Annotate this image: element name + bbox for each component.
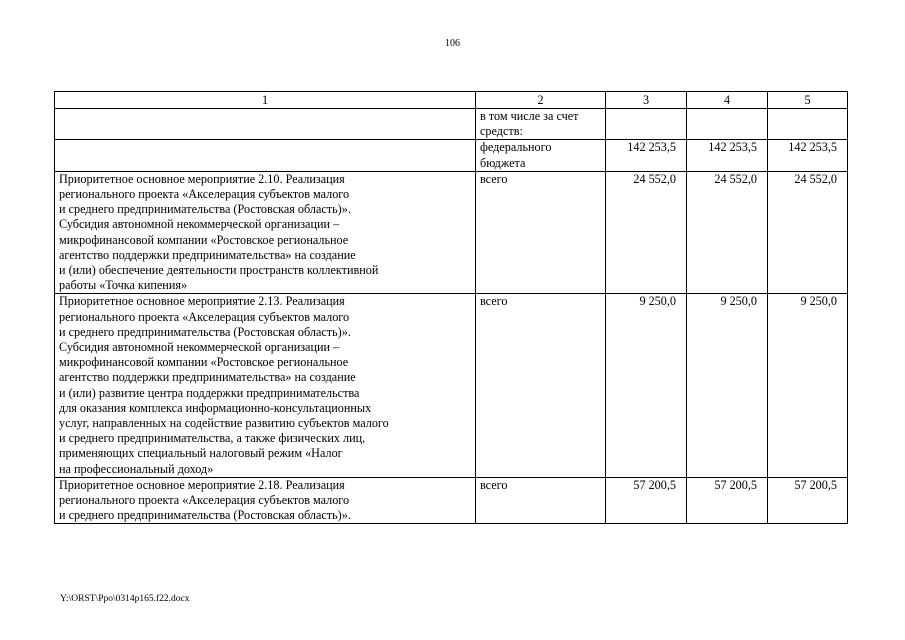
row-description xyxy=(55,294,476,477)
description-line: Приоритетное основное мероприятие 2.18. Реализация xyxy=(59,477,345,492)
budget-table xyxy=(54,91,848,524)
value-col-3: 57 200,5 xyxy=(606,477,687,524)
description-line: для оказания комплекса информационно-консультационных xyxy=(59,400,372,415)
row-funding-type xyxy=(476,171,606,294)
description-line: услуг, направленных на содействие развитию субъектов малого xyxy=(59,416,389,431)
table-row xyxy=(55,109,848,140)
row-funding-type xyxy=(476,294,606,477)
value-col-5: 57 200,5 xyxy=(768,477,848,524)
description-line: и (или) развитие центра поддержки предпринимательства xyxy=(59,385,360,400)
description-line: и среднего предпринимательства (Ростовская область)». xyxy=(59,508,351,523)
funding-type-line: всего xyxy=(480,294,508,309)
funding-type-line: бюджета xyxy=(480,155,526,170)
value-col-4: 142 253,5 xyxy=(687,140,768,171)
value-col-3 xyxy=(606,109,687,140)
description-line: микрофинансовой компании «Ростовское региональное xyxy=(59,355,349,370)
header-cell-4: 4 xyxy=(687,92,768,109)
header-cell-5: 5 xyxy=(768,92,848,109)
table-row xyxy=(55,140,848,171)
row-description xyxy=(55,109,476,140)
description-line: микрофинансовой компании «Ростовское региональное xyxy=(59,232,349,247)
value-col-3: 9 250,0 xyxy=(606,294,687,477)
value-col-4: 24 552,0 xyxy=(687,171,768,294)
description-line: на профессиональный доход» xyxy=(59,461,214,476)
page-number: 106 xyxy=(445,38,460,49)
description-line: Приоритетное основное мероприятие 2.13. Реализация xyxy=(59,294,345,309)
description-line: Субсидия автономной некоммерческой организации – xyxy=(59,340,340,355)
description-line: агентство поддержки предпринимательства» на создание xyxy=(59,370,356,385)
funding-type-line: в том числе за счет xyxy=(480,109,579,123)
row-funding-type xyxy=(476,109,606,140)
header-cell-3: 3 xyxy=(606,92,687,109)
funding-type-line: всего xyxy=(480,171,508,186)
value-col-4 xyxy=(687,109,768,140)
value-col-4: 57 200,5 xyxy=(687,477,768,524)
row-funding-type xyxy=(476,477,606,524)
funding-type-line: всего xyxy=(480,477,508,492)
value-col-4: 9 250,0 xyxy=(687,294,768,477)
description-line: Субсидия автономной некоммерческой организации – xyxy=(59,217,340,232)
description-line: регионального проекта «Акселерация субъектов малого xyxy=(59,187,350,202)
value-col-5: 24 552,0 xyxy=(768,171,848,294)
description-line: и среднего предпринимательства (Ростовская область)». xyxy=(59,202,351,217)
table-row xyxy=(55,477,848,524)
table-header-row xyxy=(55,92,848,109)
document-file-path: Y:\ORST\Ppo\0314p165.f22.docx xyxy=(60,594,190,604)
value-col-5: 142 253,5 xyxy=(768,140,848,171)
value-col-5 xyxy=(768,109,848,140)
table-row xyxy=(55,294,848,477)
funding-type-line: средств: xyxy=(480,124,523,139)
description-line: Приоритетное основное мероприятие 2.10. Реализация xyxy=(59,171,345,186)
description-line: регионального проекта «Акселерация субъектов малого xyxy=(59,493,350,508)
value-col-3: 24 552,0 xyxy=(606,171,687,294)
table-row xyxy=(55,171,848,294)
description-line: агентство поддержки предпринимательства» на создание xyxy=(59,247,356,262)
description-line: применяющих специальный налоговый режим «Налог xyxy=(59,446,343,461)
header-cell-2: 2 xyxy=(476,92,606,109)
description-line: и (или) обеспечение деятельности пространств коллективной xyxy=(59,263,379,278)
row-description xyxy=(55,477,476,524)
value-col-3: 142 253,5 xyxy=(606,140,687,171)
row-description xyxy=(55,171,476,294)
funding-type-line: федерального xyxy=(480,140,552,155)
row-description xyxy=(55,140,476,171)
description-line: работы «Точка кипения» xyxy=(59,278,188,293)
value-col-5: 9 250,0 xyxy=(768,294,848,477)
row-funding-type xyxy=(476,140,606,171)
header-cell-1: 1 xyxy=(55,92,476,109)
description-line: регионального проекта «Акселерация субъектов малого xyxy=(59,309,350,324)
description-line: и среднего предпринимательства (Ростовская область)». xyxy=(59,324,351,339)
description-line: и среднего предпринимательства, а также физических лиц, xyxy=(59,431,366,446)
